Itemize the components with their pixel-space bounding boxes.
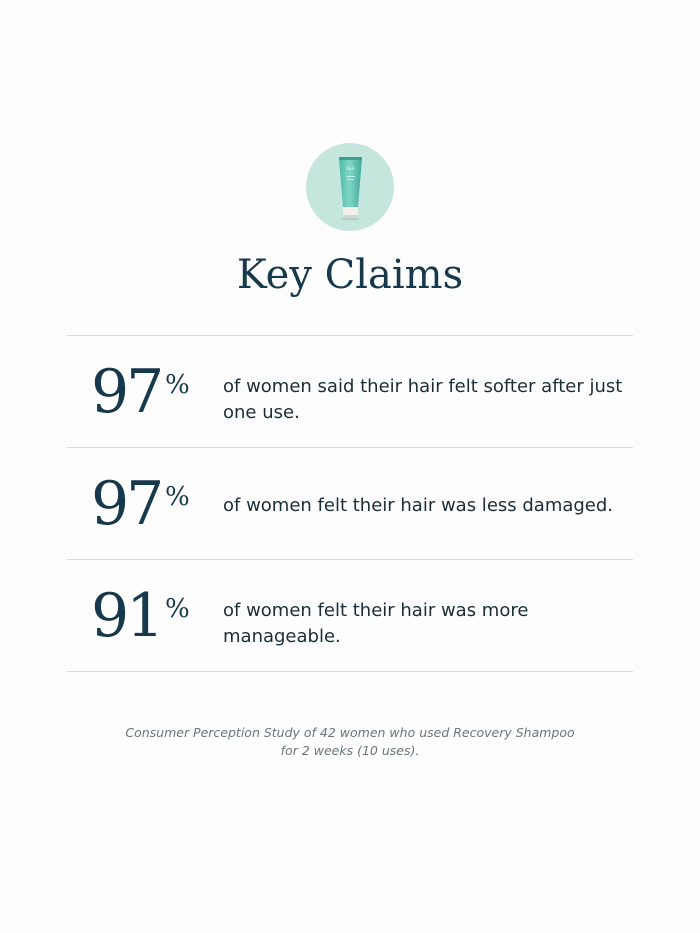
divider — [67, 671, 633, 672]
claim-row — [67, 336, 633, 447]
claim-row — [67, 560, 633, 671]
percent-sign: % — [165, 594, 190, 624]
study-footnote — [100, 724, 600, 760]
page-title: Key Claims — [236, 252, 464, 298]
claim-text: of women said their hair felt softer after just one use. — [223, 376, 623, 423]
footnote-line: for 2 weeks (10 uses). — [280, 743, 420, 758]
percent-sign: % — [165, 482, 190, 512]
claim-row — [67, 448, 633, 559]
claim-number: 91 — [91, 581, 162, 651]
tube-label: ISLE — [346, 166, 355, 171]
footnote-line: Consumer Perception Study of 42 women who used Recovery Shampoo — [125, 725, 575, 740]
percent-sign: % — [165, 370, 190, 400]
product-badge — [306, 143, 394, 231]
claim-text: of women felt their hair was less damaged. — [223, 495, 614, 516]
claim-number: 97 — [91, 469, 162, 539]
claim-number: 97 — [91, 357, 162, 427]
claims-list — [67, 335, 633, 672]
claim-text: of women felt their hair was more manageable. — [223, 600, 529, 647]
shampoo-tube-icon — [306, 143, 394, 231]
